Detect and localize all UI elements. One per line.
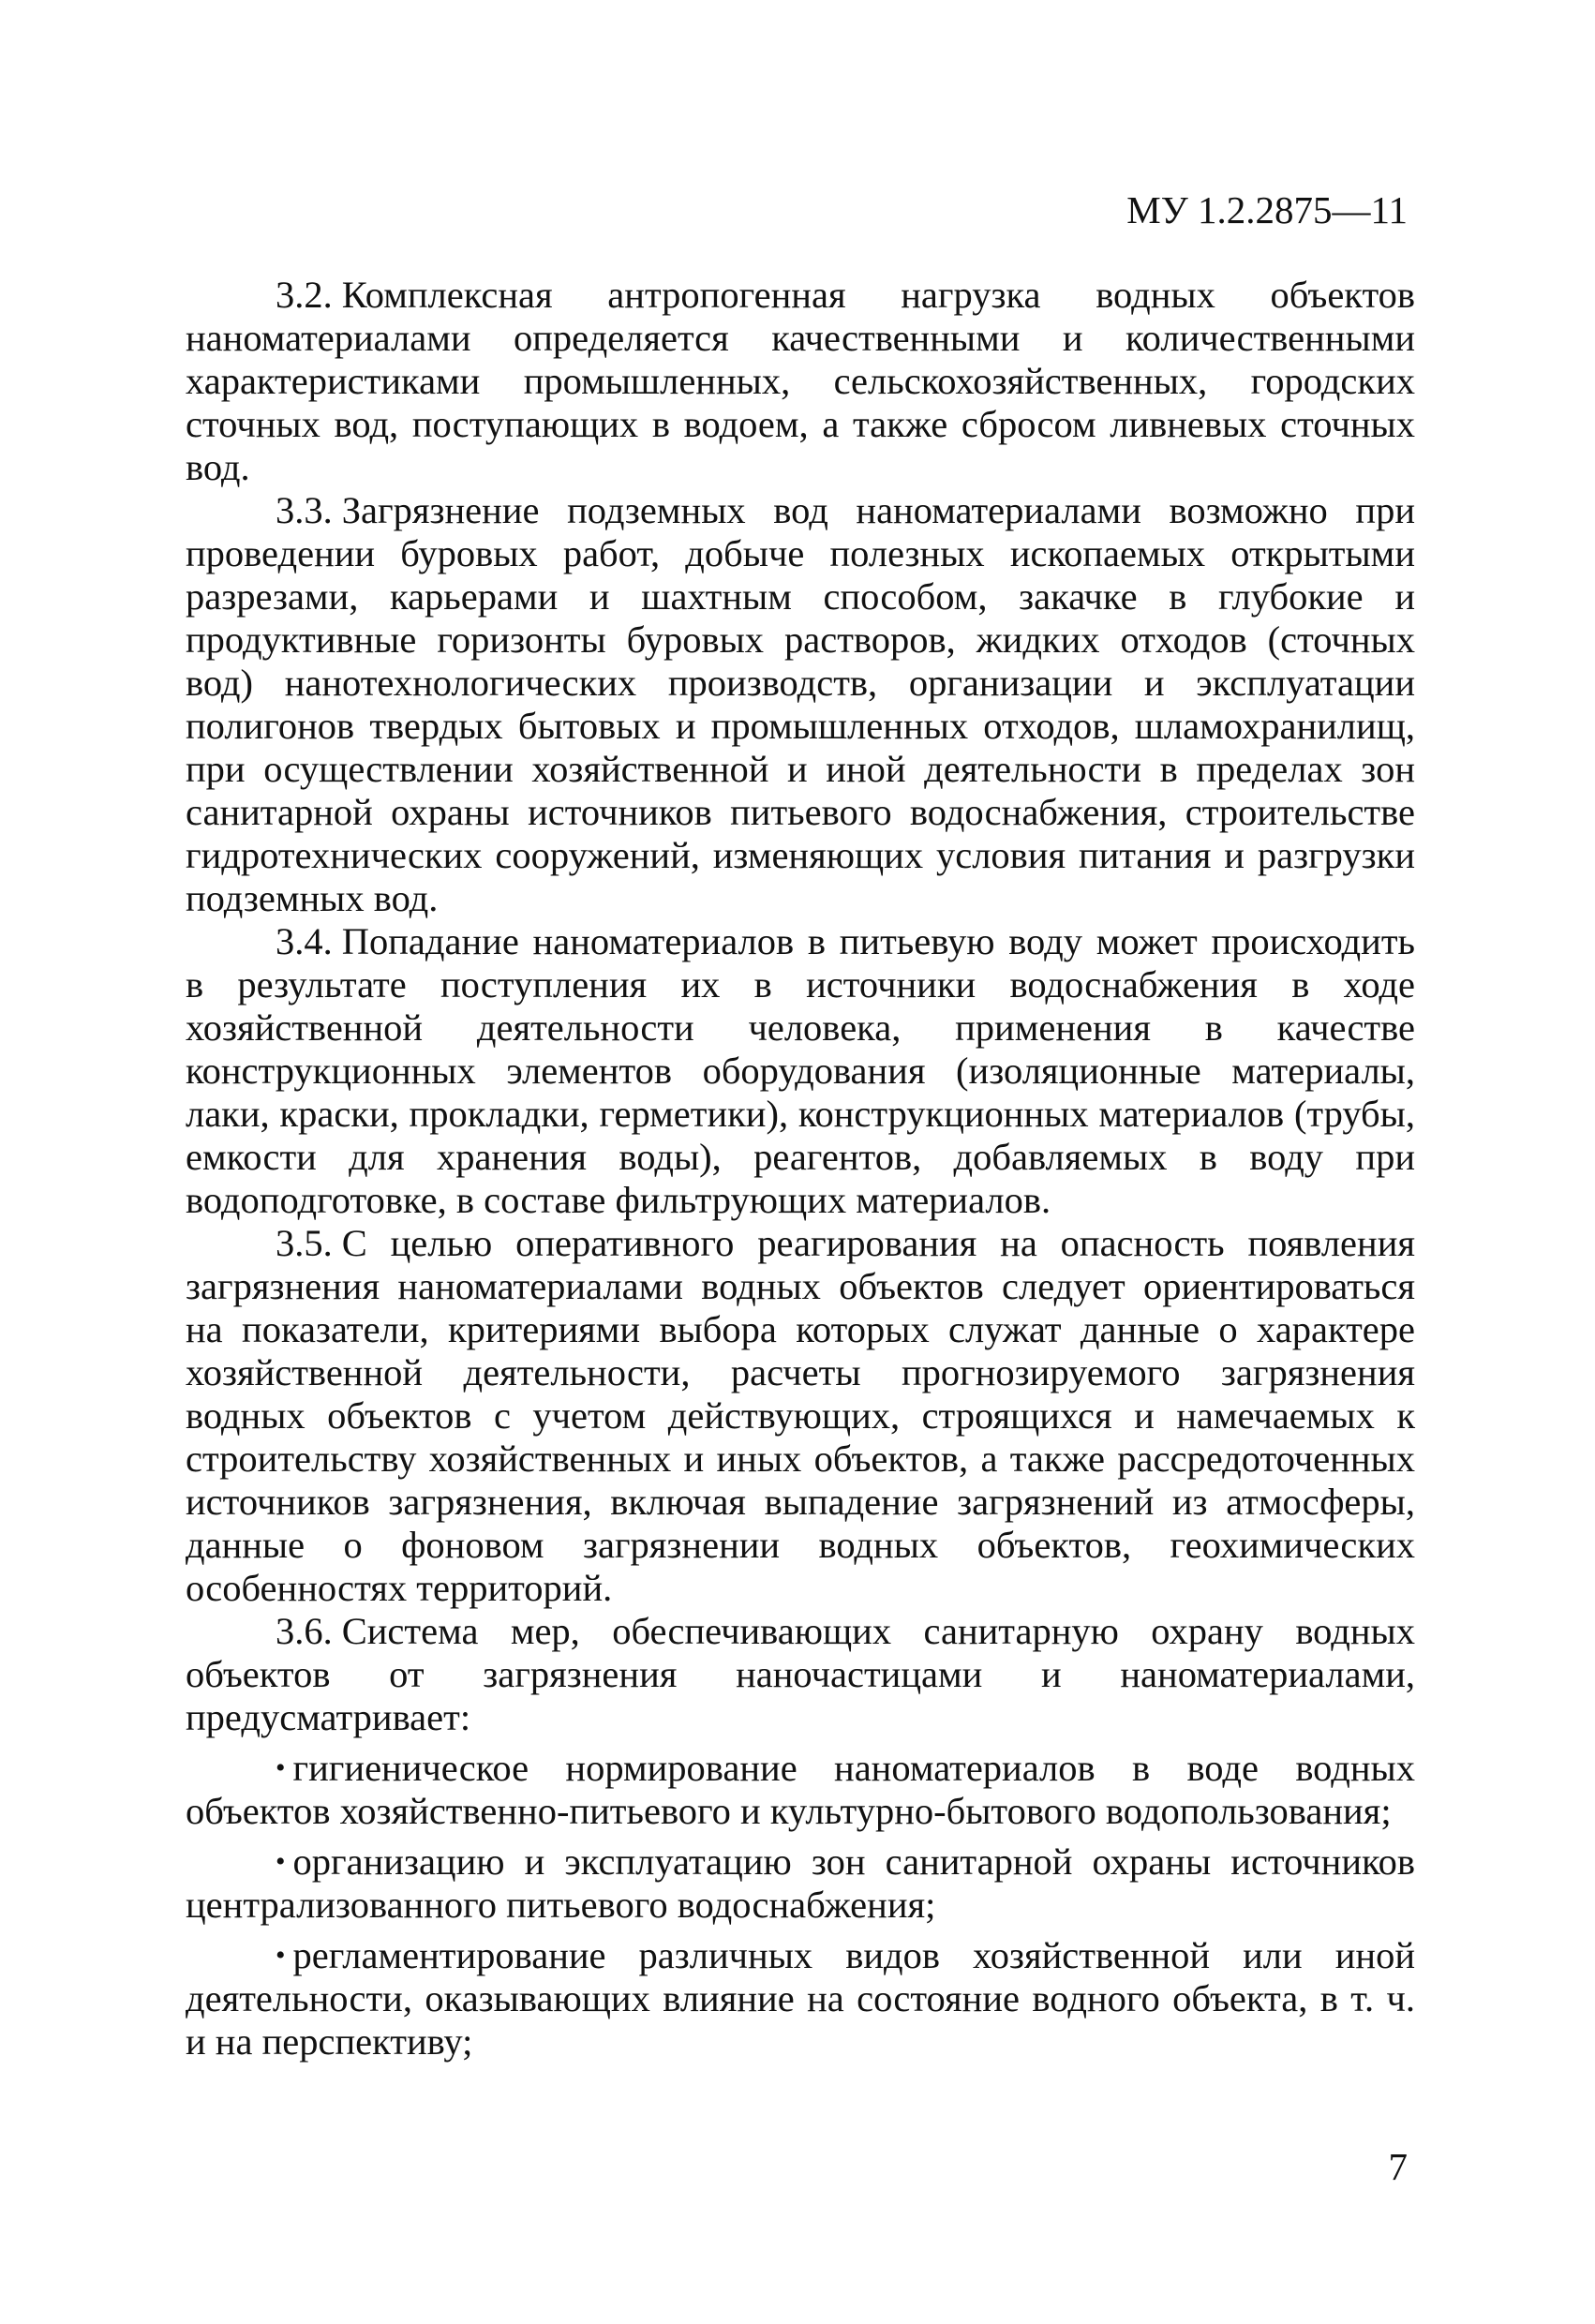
paragraph-3-2 (186, 274, 1415, 489)
bullet-icon: • (276, 1846, 286, 1877)
paragraph-number: 3.3. (276, 489, 333, 531)
paragraph-text: Попадание наноматериалов в питьевую воду может происходить в результате поступления их в источники водоснабжения в ходе хозяйственной деятельности человека, применения в качестве конструкционных элементов оборудования (изоляционные материалы, лаки, краски, прокладки, герметики), конструкционных материалов (трубы, емкости для хранения воды), реагентов, добавляемых в воду при водоподготовке, в составе фильтрующих материалов. (186, 920, 1415, 1221)
list-item (186, 1747, 1415, 1833)
paragraph-3-4 (186, 920, 1415, 1222)
page-body (186, 274, 1415, 2063)
paragraph-text: Загрязнение подземных вод наноматериалами возможно при проведении буровых работ, добыче полезных ископаемых открытыми разрезами, карьерами и шахтным способом, закачке в глубокие и продуктивные горизонты буровых растворов, жидких отходов (сточных вод) нанотехнологических производств, организации и эксплуатации полигонов твердых бытовых и промышленных отходов, шламохранилищ, при осуществлении хозяйственной и иной деятельности в пределах зон санитарной охраны источников питьевого водоснабжения, строительстве гидротехнических сооружений, изменяющих условия питания и разгрузки подземных вод. (186, 489, 1415, 919)
page-number: 7 (1388, 2145, 1408, 2188)
bullet-icon: • (276, 1940, 286, 1971)
paragraph-text: С целью оперативного реагирования на опасность появления загрязнения наноматериалами водных объектов следует ориентироваться на показатели, критериями выбора которых служат данные о характере хозяйственной деятельности, расчеты прогнозируемого загрязнения водных объектов с учетом действующих, строящихся и намечаемых к строительству хозяйственных и иных объектов, а также рассредоточенных источников загрязнения, включая выпадение загрязнений из атмосферы, данные о фоновом загрязнении водных объектов, геохимических особенностях территорий. (186, 1222, 1415, 1609)
list-item-text: организацию и эксплуатацию зон санитарной охраны источников централизованного питьевого водоснабжения; (186, 1840, 1415, 1926)
bullet-icon: • (276, 1752, 286, 1783)
paragraph-number: 3.2. (276, 274, 333, 316)
list-item (186, 1934, 1415, 2063)
paragraph-text: Система мер, обеспечивающих санитарную охрану водных объектов от загрязнения наночастицами и наноматериалами, предусматривает: (186, 1610, 1415, 1738)
paragraph-3-5 (186, 1222, 1415, 1610)
paragraph-number: 3.4. (276, 920, 333, 962)
paragraph-text: Комплексная антропогенная нагрузка водных объектов наноматериалами определяется качественными и количественными характеристиками промышленных, сельскохозяйственных, городских сточных вод, поступающих в водоем, а также сбросом ливневых сточных вод. (186, 274, 1415, 488)
list-item (186, 1840, 1415, 1927)
paragraph-number: 3.6. (276, 1610, 333, 1652)
list-item-text: регламентирование различных видов хозяйственной или иной деятельности, оказывающих влияние на состояние водного объекта, в т. ч. и на перспективу; (186, 1934, 1415, 2063)
document-code-header: МУ 1.2.2875—11 (1126, 188, 1408, 231)
list-item-text: гигиеническое нормирование наноматериалов в воде водных объектов хозяйственно-питьевого и культурно-бытового водопользования; (186, 1747, 1415, 1832)
paragraph-number: 3.5. (276, 1222, 333, 1264)
paragraph-3-6 (186, 1610, 1415, 1739)
paragraph-3-3 (186, 489, 1415, 920)
